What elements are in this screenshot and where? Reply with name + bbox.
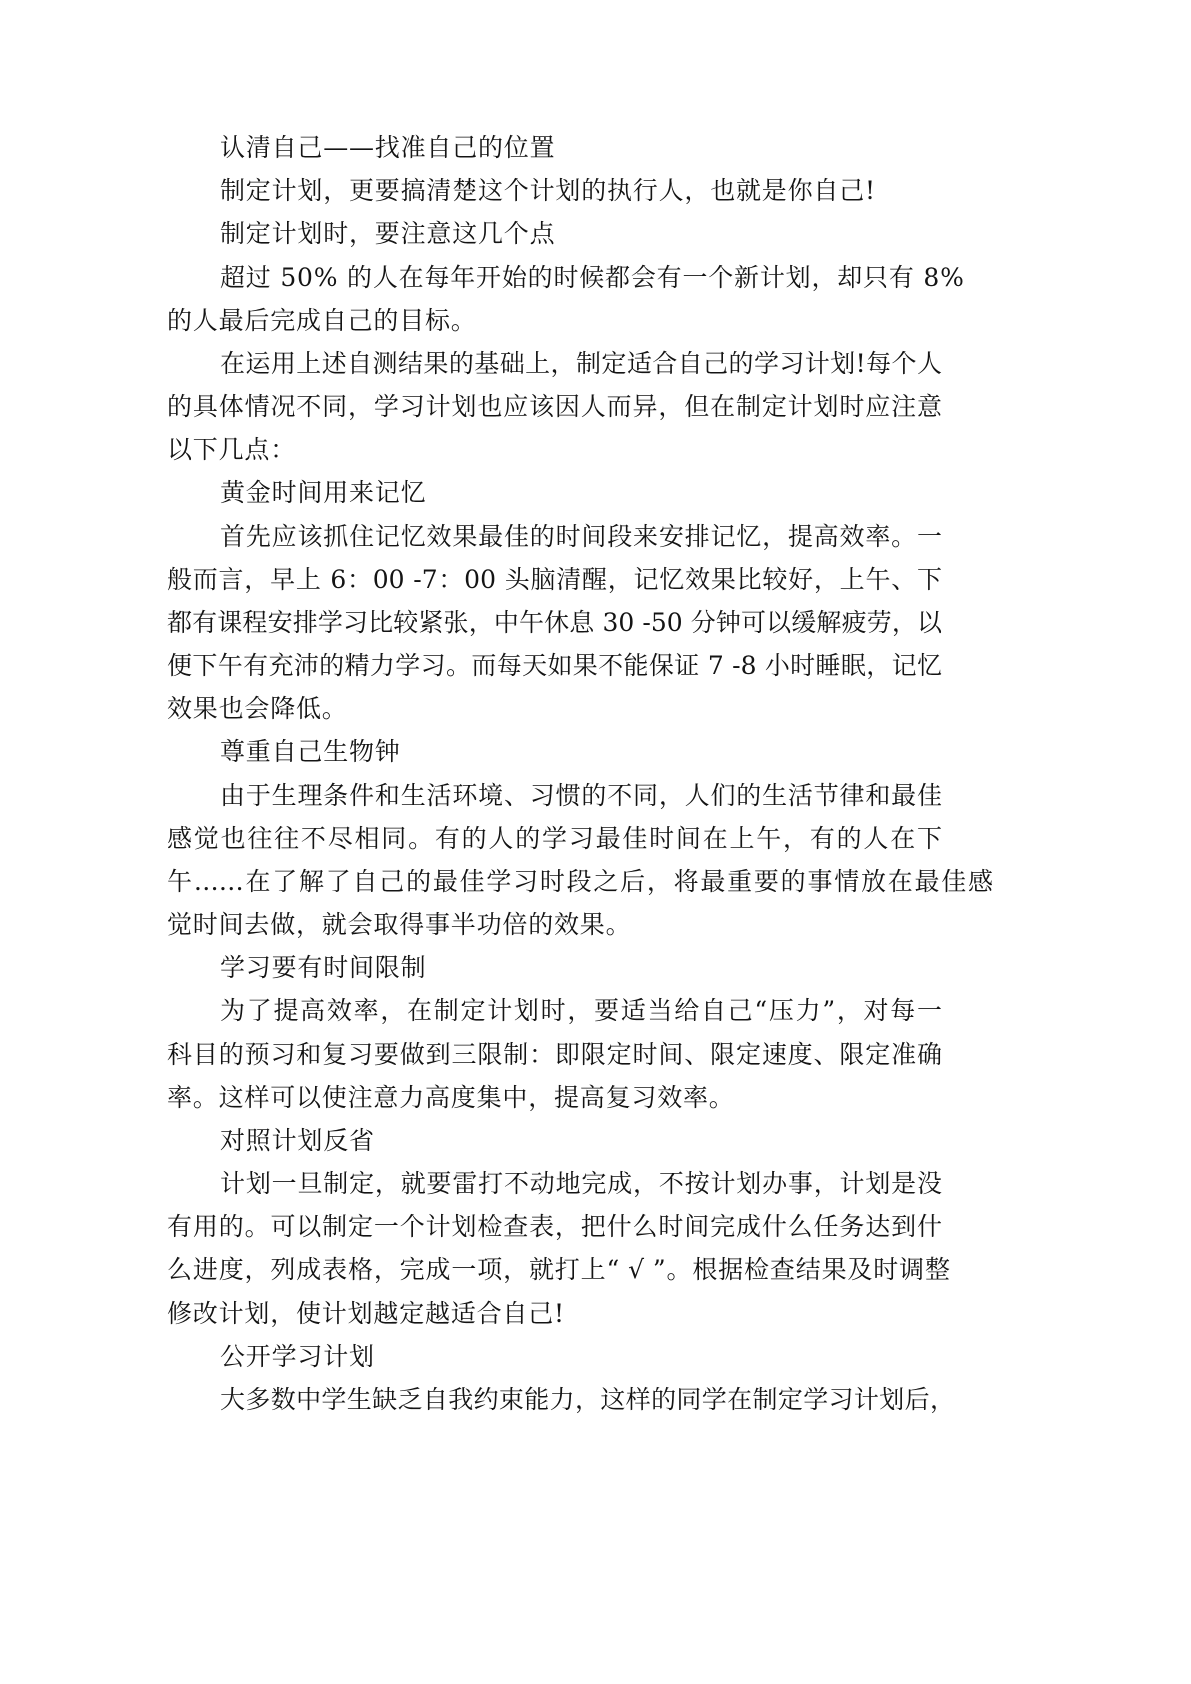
section-heading: 认清自己——找准自己的位置 (220, 133, 556, 162)
paragraph-line: 觉时间去做，就会取得事半功倍的效果。 (167, 910, 632, 939)
paragraph-line: 计划一旦制定，就要雷打不动地完成，不按计划办事，计划是没 (220, 1169, 942, 1198)
section-heading: 黄金时间用来记忆 (220, 478, 427, 507)
paragraph-line: 以下几点： (167, 435, 297, 464)
paragraph-line: 便下午有充沛的精力学习。而每天如果不能保证 7 -8 小时睡眠，记忆 (167, 651, 942, 680)
paragraph-line: 都有课程安排学习比较紧张，中午休息 30 -50 分钟可以缓解疲劳，以 (167, 608, 942, 637)
paragraph-line: 的具体情况不同，学习计划也应该因人而异，但在制定计划时应注意 (167, 392, 942, 421)
section-heading: 学习要有时间限制 (220, 953, 427, 982)
paragraph-line: 般而言，早上 6：00 -7：00 头脑清醒，记忆效果比较好，上午、下 (167, 565, 942, 594)
paragraph-line: 有用的。可以制定一个计划检查表，把什么时间完成什么任务达到什 (167, 1212, 942, 1241)
paragraph-line: 为了提高效率，在制定计划时，要适当给自己“压力”，对每一 (220, 996, 942, 1025)
paragraph-line: 的人最后完成自己的目标。 (167, 306, 477, 335)
paragraph-line: 率。这样可以使注意力高度集中，提高复习效率。 (167, 1083, 735, 1112)
paragraph-line: 科目的预习和复习要做到三限制：即限定时间、限定速度、限定准确 (167, 1040, 942, 1069)
section-heading: 对照计划反省 (220, 1126, 375, 1155)
paragraph-line: 修改计划，使计划越定越适合自己! (167, 1299, 565, 1328)
section-heading: 公开学习计划 (220, 1342, 375, 1371)
section-heading: 尊重自己生物钟 (220, 737, 401, 766)
paragraph-line: 制定计划，更要搞清楚这个计划的执行人，也就是你自己! (220, 176, 876, 205)
paragraph-line: 么进度，列成表格，完成一项，就打上“ √ ”。根据检查结果及时调整 (167, 1255, 950, 1284)
paragraph-line: 效果也会降低。 (167, 694, 348, 723)
paragraph-line: 大多数中学生缺乏自我约束能力，这样的同学在制定学习计划后， (220, 1385, 955, 1414)
paragraph-line: 超过 50% 的人在每年开始的时候都会有一个新计划，却只有 8% (220, 263, 965, 292)
section-heading: 制定计划时，要注意这几个点 (220, 219, 556, 248)
paragraph-line: 感觉也往往不尽相同。有的人的学习最佳时间在上午，有的人在下 (167, 824, 942, 853)
paragraph-line: 由于生理条件和生活环境、习惯的不同，人们的生活节律和最佳 (220, 781, 942, 810)
paragraph-line: 首先应该抓住记忆效果最佳的时间段来安排记忆，提高效率。一 (220, 522, 942, 551)
paragraph-line: 在运用上述自测结果的基础上，制定适合自己的学习计划!每个人 (220, 349, 942, 378)
paragraph-line: 午……在了解了自己的最佳学习时段之后，将最重要的事情放在最佳感 (167, 867, 993, 896)
